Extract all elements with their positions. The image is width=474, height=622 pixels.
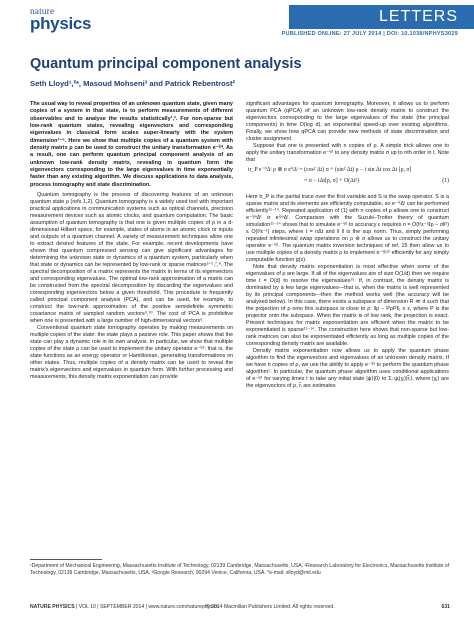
footer-journal-name: NATURE PHYSICS xyxy=(30,604,75,610)
footnote-divider xyxy=(30,559,102,560)
equation-line-1: tr_P e⁻ⁱˢΔᵗ ρ ⊗ σ eⁱˢΔᵗ = (cos² Δt) σ + (sin² Δt) ρ − i sin Δt cos Δt [ρ, σ] xyxy=(248,167,412,173)
body-paragraph: Note that density matrix exponentiation is most effective when some of the eigenvalues of ρ are large. If all of the eigenvalues are of size O(1/d) then we require time t = O(d) to resolve the eigenvalues¹⁵. If, in contrast, the density matrix is dominated by a few large eigenvalues—that is, when the matrix is well represented by its principal components—then the method works well (the accuracy will be analysed below). In this case, there exists a subspace of dimension R ≪ d such that the projection of ρ onto this subspace is close to ρ: ‖ρ − PρP‖₁ ≤ ε, where P is the projector onto the subspace. When the matrix is of low rank, the projection is exact. Present techniques for matrix exponentiation are efficient when the matrix to be exponentiated is sparse¹¹⁻¹⁴. The construction here shows that non-sparse but low-rank matrices can also be exponentiated efficiently as long as multiple copies of the corresponding density matrix are available. xyxy=(246,264,449,347)
body-paragraph: Conventional quantum state tomography operates by making measurements on multiple copies of the state: the state plays a passive role. This paper shows that the state can play a dynamic role in its own analysis. In particular, we show that multiple copies of the state ρ can be used to implement the unitary operator e⁻ⁱᵖᵗ: that is, the state functions as an energy operator or Hamiltonian, generating transformations on other states. Thus, multiple copies of a density matrix can be used to reveal the matrix's eigenvectors and eigenvalues in quantum form. With further processing and measurements, this density matrix exponentiation can provide xyxy=(30,325,233,381)
equation-line-2: = σ − iΔt[ρ, σ] + O(Δt²) xyxy=(304,178,360,184)
author-list: Seth Lloyd¹,²*, Masoud Mohseni³ and Patrick Rebentrost² xyxy=(30,79,236,88)
body-paragraph: significant advantages for quantum tomography. Moreover, it allows us to perform quantum PCA (qPCA) of an unknown low-rank density matrix to construct the eigenvectors corresponding to the large eigenvalues of the state (the principal components) in time O(log d), an exponential speed-up over existing algorithms. Finally, we show how qPCA can provide new methods of state discrimination and cluster assignment. xyxy=(246,101,449,142)
page-number: 631 xyxy=(441,604,450,610)
footer-citation xyxy=(30,604,219,610)
body-paragraph: Quantum tomography is the process of discovering features of an unknown quantum state ρ (refs 1,2). Quantum tomography is a widely used tool with important practical applications in communication systems such as optical channels, precision measurement devices such as atomic clocks, and quantum computation. The basic assumption of quantum tomography is that one is given multiple copies of ρ in a d-dimensional Hilbert space, for example, states of atoms in an atomic clock or inputs and outputs of a quantum channel. A variety of measurement techniques allow one to extract desired features of the state. For example, recent developments have shown that quantum compressed sensing can give significant advantages for determining the unknown state or dynamics of a quantum system, particularly when that state or dynamics can be represented by low-rank or sparse matrices³⁻⁵,⁷,⁸. The spectral decomposition of a matrix represents the matrix in terms of its eigenvectors and corresponding eigenvalues. The optimal low-rank approximation of a matrix can be constructed from the spectral decomposition by discarding the eigenvalues and corresponding eigenvectors below a given threshold. This procedure is frequently called principal component analysis (PCA), and can be used, for example, to construct the low-rank approximation of the positive semidefinite symmetric covariance matrix of sampled random vectors⁹,¹⁰. The cost of PCA is prohibitive when one is presented with a large number of high-dimensional vectors⁶. xyxy=(30,192,233,325)
body-paragraph: Here tr_P is the partial trace over the first variable and S is the swap operator. S is a sparse matrix and its elements are efficiently computable, so e⁻ⁱˢΔᵗ can be performed efficiently¹¹⁻¹⁴. Repeated application of (1) with n copies of ρ allows one to construct e⁻ⁱᵖⁿΔᵗ σ eⁱᵖⁿΔᵗ. Comparison with the Suzuki–Trotter theory of quantum simulation¹¹⁻¹⁴ shows that to simulate e⁻ⁱᵖᵗ to accuracy ε requires n = O(t²ε⁻¹‖ρ − σ‖²) ≤ O(t²ε⁻¹) steps, where t = nΔt and ‖ ‖ is the sup norm. Thus, simply performing repeated infinitesimal swap operations on ρ ⊗ σ allows us to construct the unitary operator e⁻ⁱᵖᵗ. The quantum matrix inversion techniques of ref. 15 then allow us to use multiple copies of a density matrix ρ to implement e⁻ⁱᵍ⁽ᵖ⁾ efficiently for any simply computable function g(x). xyxy=(246,194,449,263)
logo-nature-word: nature xyxy=(30,6,55,16)
publication-line: PUBLISHED ONLINE: 27 JULY 2014 | DOI: 10.1038/NPHYS3029 xyxy=(281,31,458,37)
journal-masthead xyxy=(0,0,474,44)
abstract: The usual way to reveal properties of an unknown quantum state, given many copies of a system in that state, is to perform measurements of different observables and to analyse the results statistically¹,². For non-sparse but low-rank quantum states, revealing eigenvectors and corresponding eigenvalues in classical form scales super-linearly with the system dimension³⁻⁶. Here we show that multiple copies of a quantum system with density matrix ρ can be used to construct the unitary transformation e⁻ⁱᵖᵗ. As a result, one can perform quantum principal component analysis of an unknown low-rank density matrix, revealing in quantum form the eigenvectors corresponding to the large eigenvalues in time exponentially faster than any existing algorithm. We discuss applications to data analysis, process tomography and state discrimination. xyxy=(30,101,233,188)
equation-number: (1) xyxy=(442,178,449,184)
footer-issue: | VOL 10 | SEPTEMBER 2014 | www.nature.com/naturephysics xyxy=(74,604,219,610)
section-banner xyxy=(289,5,474,29)
body-paragraph: Suppose that one is presented with n copies of ρ. A simple trick allows one to apply the unitary transformation e⁻ⁱᵖᵗ to any density matrix σ up to nth order in t. Note that xyxy=(246,143,449,163)
copyright-notice: © 2014 Macmillan Publishers Limited. All rights reserved. xyxy=(206,604,335,610)
left-column xyxy=(30,101,233,381)
page-footer xyxy=(30,604,450,614)
body-paragraph: Density matrix exponentiation now allows us to apply the quantum phase algorithm to find the eigenvectors and eigenvalues of an unknown density matrix. If we have n copies of ρ, we use the ability to apply e⁻ⁱᵖᵗ to perform the quantum phase algorithm¹. In particular, the quantum phase algorithm uses conditional applications of e⁻ⁱᵖᵗ for varying times t to take any initial state |ψ⟩|0⟩ to Σᵢ ψᵢ|χᵢ⟩|r̃ᵢ⟩, where |χᵢ⟩ are the eigenvectors of ρ, r̃ᵢ are estimates xyxy=(246,348,449,389)
article-title: Quantum principal component analysis xyxy=(30,56,302,72)
nature-physics-logo xyxy=(30,6,120,36)
logo-physics-word: physics xyxy=(30,14,92,33)
equation-1 xyxy=(246,166,449,190)
affiliations-footnote: ¹Department of Mechanical Engineering, Massachusetts Institute of Technology, 02139 Cambridge, Massachusetts, USA, ²Research Laboratory for Electronics, Massachusetts Institute of Technology, 02139 Cambridge, Massachusetts, USA, ³Google Research, 90294 Venice, California, USA. *e-mail: slloyd@mit.edu xyxy=(30,563,450,576)
section-label: LETTERS xyxy=(378,8,458,25)
right-column xyxy=(246,101,449,390)
